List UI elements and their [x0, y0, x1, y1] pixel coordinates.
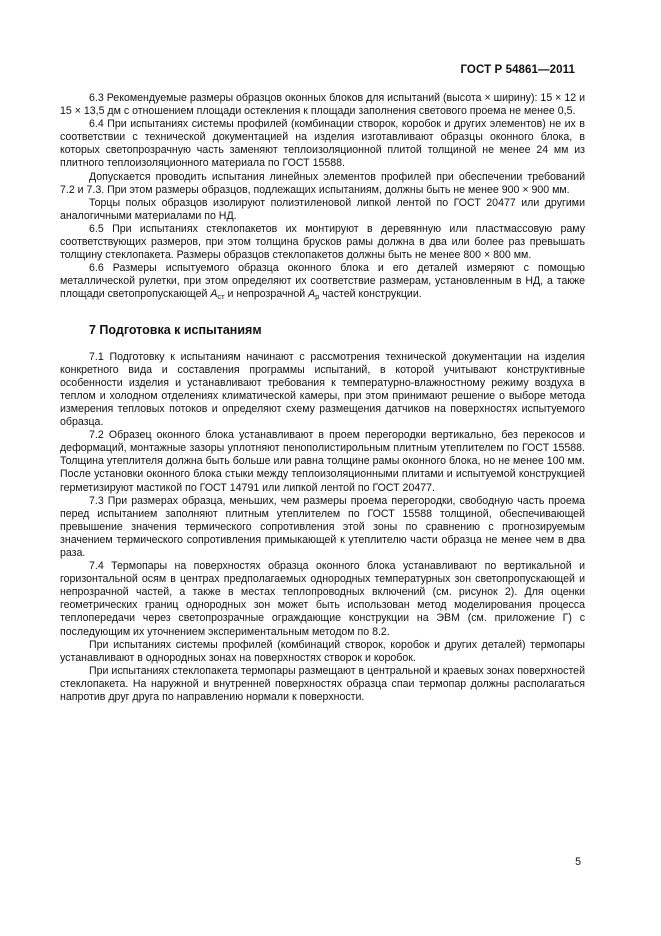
symbol-a-transparent: A — [210, 288, 218, 301]
subscript-r: р — [315, 292, 320, 302]
document-header: ГОСТ Р 54861—2011 — [460, 64, 575, 76]
paragraph-7-2: 7.2 Образец оконного блока устанавливают в проем перегородки вертикально, без перекосов и деформаций, монтажные зазоры уплотняют пенополистирольным плитным утеплителем по ГОСТ 15588. Толщина утеплителя должна быть больше или равна толщине рамы оконного блока, но не менее 100 мм. После установки оконного блока стыки между теплоизоляционными плитами и испытуемой конструкцией герметизируют мастикой по ГОСТ 14791 или липкой лентой по ГОСТ 20477. — [60, 429, 585, 494]
paragraph-6-6-text-c: частей конструкции. — [319, 288, 422, 301]
paragraph-7-4: 7.4 Термопары на поверхностях образца оконного блока устанавливают по вертикальной и горизонтальной осям в центрах предполагаемых однородных температурных зон светопропускающей и непрозрачной частей, а также в местах теплопроводных включений (см. рисунок 2). Для оценки геометрических границ однородных зон может быть использован метод моделирования процесса теплопередачи через светопрозрачные ограждающие конструкции на ЭВМ (см. приложение Г) с последующим их уточнением экспериментальным методом по 8.2. — [60, 560, 585, 638]
paragraph-6-4: 6.4 При испытаниях системы профилей (комбинации створок, коробок и других элементов) не их в соответствии с технической документацией на изделия изготавливают образцы оконного блока, в которых светопрозрачную часть заменяют теплоизоляционной плитой толщиной не менее 24 мм из плитного теплоизоляционного материала по ГОСТ 15588. — [60, 118, 585, 170]
paragraph-7-4-glazing: При испытаниях стеклопакета термопары размещают в центральной и краевых зонах поверхностей стеклопакета. На наружной и внутренней поверхностях образца спаи термопар должны располагаться напротив друг друга по направлению нормали к поверхности. — [60, 664, 585, 704]
paragraph-6-6 — [60, 262, 585, 303]
paragraph-6-5: 6.5 При испытаниях стеклопакетов их монтируют в деревянную или пластмассовую раму соответствующих размеров, при этом толщина брусков рамы должна в два или более раз превышать толщину стеклопакета. Размеры образцов стеклопакетов должны быть не менее 800 × 800 мм. — [60, 222, 585, 262]
section-7-heading: 7 Подготовка к испытаниям — [89, 322, 262, 337]
document-body — [60, 92, 585, 704]
paragraph-6-6-text-b: и непрозрачной — [224, 288, 309, 301]
paragraph-6-4-linear: Допускается проводить испытания линейных элементов профилей при обеспечении требований 7.2 и 7.3. При этом размеры образцов, подлежащих испытаниям, должны быть не менее 900 × 900 мм. — [60, 170, 585, 196]
paragraph-6-3: 6.3 Рекомендуемые размеры образцов оконных блоков для испытаний (высота × ширину): 15 × 12 и 15 × 13,5 дм с отношением площади остекления к площади заполнения светового проема не менее 0,5. — [60, 92, 585, 118]
page-number: 5 — [575, 856, 581, 868]
subscript-st: ст — [217, 292, 225, 302]
paragraph-6-6-text-a: 6.6 Размеры испытуемого образца оконного блока и его деталей измеряют с помощью металлической рулетки, при этом определяют их соответствие размерам, установленным в НД, а также площади светопропускающей — [60, 262, 585, 301]
paragraph-6-4-ends: Торцы полых образцов изолируют полиэтиленовой липкой лентой по ГОСТ 20477 или другими аналогичными материалами по НД. — [60, 196, 585, 222]
paragraph-7-3: 7.3 При размерах образца, меньших, чем размеры проема перегородки, свободную часть проема перед испытанием заполняют плитным утеплителем по ГОСТ 15588 толщиной, обеспечивающей превышение значения термического сопротивления этой зоны по сравнению с прогнозируемым значением термического сопротивления примыкающей к утеплителю части образца не менее чем в два раза. — [60, 494, 585, 559]
symbol-a-opaque: A — [308, 288, 316, 301]
paragraph-7-1: 7.1 Подготовку к испытаниям начинают с рассмотрения технической документации на изделия конкретного вида и составления программы испытаний, в которой учитывают конструктивные особенности изделия и устанавливают требования к температурно-влажностному режиму воздуха в теплом и холодном отделениях климатической камеры, при этом принимают решение о выборе метода измерения тепловых потоков и определяют схему размещения датчиков на поверхностях испытуемого образца. — [60, 350, 585, 429]
paragraph-7-4-profiles: При испытаниях системы профилей (комбинаций створок, коробок и других деталей) термопары устанавливают в однородных зонах на поверхностях створок и коробок. — [60, 638, 585, 664]
